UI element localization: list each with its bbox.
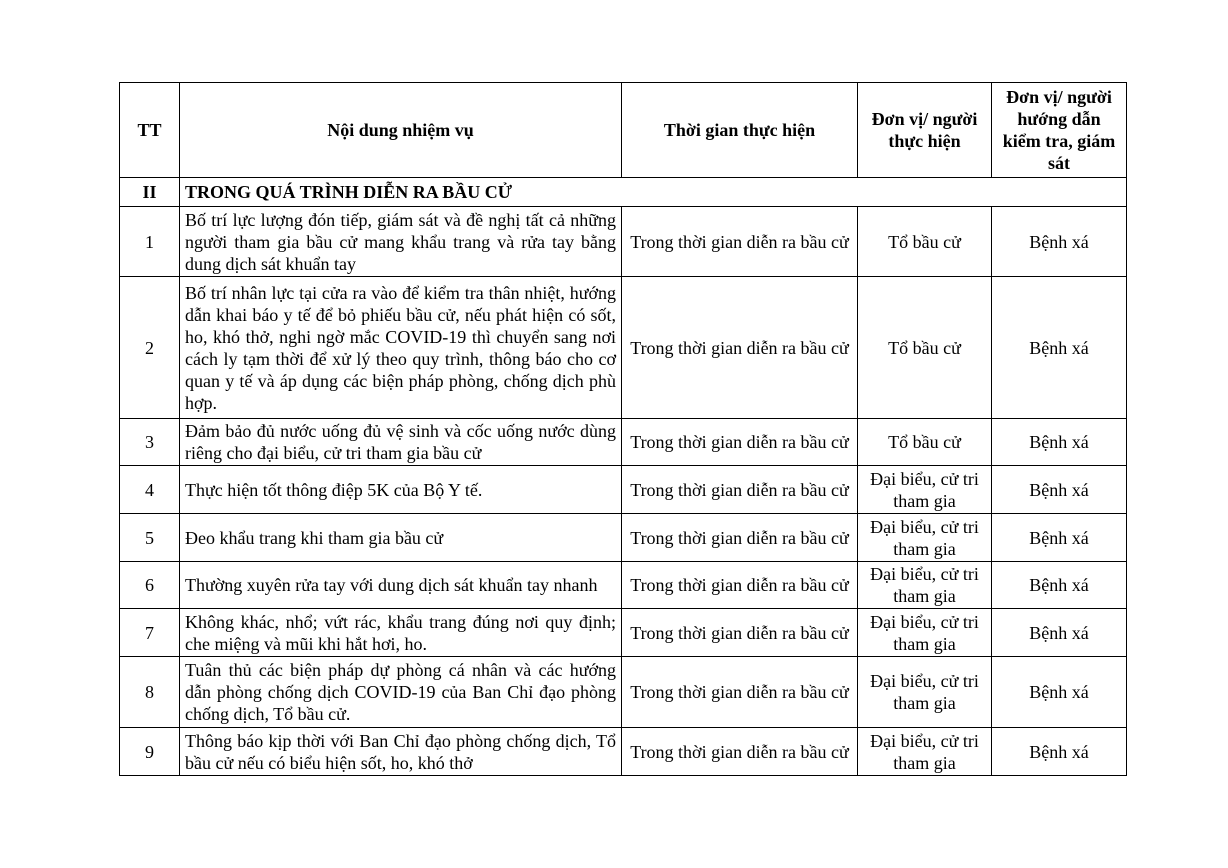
header-time: Thời gian thực hiện (622, 83, 858, 178)
row-number: 2 (120, 277, 180, 419)
row-unit: Đại biểu, cử tri tham gia (858, 466, 992, 514)
table-row (120, 728, 1127, 776)
section-number: II (120, 178, 180, 207)
header-tt: TT (120, 83, 180, 178)
row-unit: Tổ bầu cử (858, 207, 992, 277)
row-supervisor: Bệnh xá (992, 609, 1127, 657)
row-unit: Đại biểu, cử tri tham gia (858, 657, 992, 728)
row-supervisor: Bệnh xá (992, 514, 1127, 562)
row-number: 4 (120, 466, 180, 514)
row-supervisor: Bệnh xá (992, 728, 1127, 776)
header-unit: Đơn vị/ người thực hiện (858, 83, 992, 178)
row-time: Trong thời gian diễn ra bầu cử (622, 562, 858, 609)
table-row (120, 419, 1127, 466)
row-supervisor: Bệnh xá (992, 562, 1127, 609)
row-time: Trong thời gian diễn ra bầu cử (622, 466, 858, 514)
row-content: Tuân thủ các biện pháp dự phòng cá nhân và các hướng dẫn phòng chống dịch COVID-19 của Ban Chỉ đạo phòng chống dịch, Tổ bầu cử. (180, 657, 622, 728)
row-supervisor: Bệnh xá (992, 466, 1127, 514)
table-row (120, 277, 1127, 419)
row-number: 1 (120, 207, 180, 277)
row-number: 6 (120, 562, 180, 609)
row-supervisor: Bệnh xá (992, 657, 1127, 728)
row-time: Trong thời gian diễn ra bầu cử (622, 657, 858, 728)
row-unit: Tổ bầu cử (858, 419, 992, 466)
row-content: Đảm bảo đủ nước uống đủ vệ sinh và cốc uống nước dùng riêng cho đại biểu, cử tri tham gia bầu cử (180, 419, 622, 466)
section-title: TRONG QUÁ TRÌNH DIỄN RA BẦU CỬ (180, 178, 1127, 207)
row-number: 8 (120, 657, 180, 728)
row-number: 3 (120, 419, 180, 466)
row-time: Trong thời gian diễn ra bầu cử (622, 419, 858, 466)
row-content: Không khác, nhổ; vứt rác, khẩu trang đúng nơi quy định; che miệng và mũi khi hắt hơi, ho. (180, 609, 622, 657)
row-time: Trong thời gian diễn ra bầu cử (622, 207, 858, 277)
row-time: Trong thời gian diễn ra bầu cử (622, 514, 858, 562)
row-content: Đeo khẩu trang khi tham gia bầu cử (180, 514, 622, 562)
row-unit: Tổ bầu cử (858, 277, 992, 419)
header-row (120, 83, 1127, 178)
table-row (120, 466, 1127, 514)
row-unit: Đại biểu, cử tri tham gia (858, 728, 992, 776)
row-content: Thực hiện tốt thông điệp 5K của Bộ Y tế. (180, 466, 622, 514)
row-content: Thông báo kịp thời với Ban Chỉ đạo phòng chống dịch, Tổ bầu cử nếu có biểu hiện sốt, ho, khó thở (180, 728, 622, 776)
row-unit: Đại biểu, cử tri tham gia (858, 514, 992, 562)
row-content: Bố trí nhân lực tại cửa ra vào để kiểm tra thân nhiệt, hướng dẫn khai báo y tế để bỏ phiếu bầu cử, nếu phát hiện có sốt, ho, khó thở, nghi ngờ mắc COVID-19 thì chuyển sang nơi cách ly tạm thời để xử lý theo quy trình, thông báo cho cơ quan y tế và áp dụng các biện pháp phòng, chống dịch phù hợp. (180, 277, 622, 419)
header-supervisor: Đơn vị/ người hướng dẫn kiểm tra, giám sát (992, 83, 1127, 178)
row-supervisor: Bệnh xá (992, 207, 1127, 277)
row-number: 5 (120, 514, 180, 562)
table-row (120, 514, 1127, 562)
section-row (120, 178, 1127, 207)
row-content: Bố trí lực lượng đón tiếp, giám sát và đề nghị tất cả những người tham gia bầu cử mang khẩu trang và rửa tay bằng dung dịch sát khuẩn tay (180, 207, 622, 277)
row-supervisor: Bệnh xá (992, 419, 1127, 466)
table-row (120, 562, 1127, 609)
header-content: Nội dung nhiệm vụ (180, 83, 622, 178)
row-number: 9 (120, 728, 180, 776)
row-time: Trong thời gian diễn ra bầu cử (622, 277, 858, 419)
table-row (120, 657, 1127, 728)
row-supervisor: Bệnh xá (992, 277, 1127, 419)
row-unit: Đại biểu, cử tri tham gia (858, 609, 992, 657)
row-number: 7 (120, 609, 180, 657)
row-time: Trong thời gian diễn ra bầu cử (622, 728, 858, 776)
row-content: Thường xuyên rửa tay với dung dịch sát khuẩn tay nhanh (180, 562, 622, 609)
row-unit: Đại biểu, cử tri tham gia (858, 562, 992, 609)
task-table (119, 82, 1127, 776)
row-time: Trong thời gian diễn ra bầu cử (622, 609, 858, 657)
table-row (120, 207, 1127, 277)
table-row (120, 609, 1127, 657)
